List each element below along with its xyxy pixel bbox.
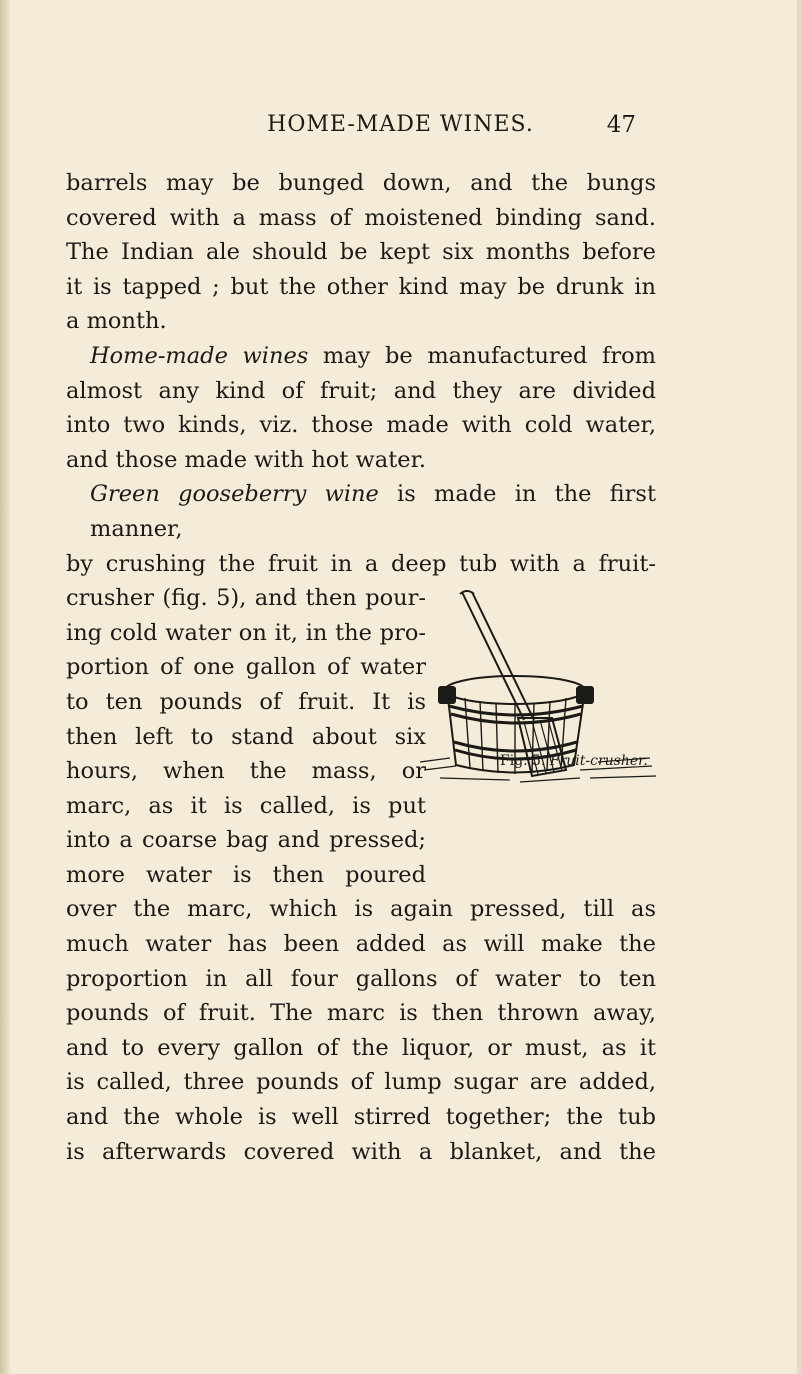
wrap-line: ing cold water on it, in the pro- xyxy=(66,619,426,646)
text-line: almost any kind of fruit; and they are divided xyxy=(66,377,656,404)
figure-title: Fruit-crusher. xyxy=(549,753,648,769)
wrap-line: to ten pounds of fruit. It is xyxy=(66,688,426,715)
emphasis-home-made-wines: Home-made wines xyxy=(90,342,309,369)
text-line: covered with a mass of moistened binding sand. xyxy=(66,204,656,231)
wrap-line: hours, when the mass, or xyxy=(66,758,426,785)
text-line: is called, three pounds of lump sugar are added, xyxy=(66,1069,656,1096)
text-line: pounds of fruit. The marc is then thrown away, xyxy=(66,1000,656,1027)
text-line: and the whole is well stirred together; the tub xyxy=(66,1104,656,1131)
text-line: a month. xyxy=(66,308,167,335)
page-binding-edge xyxy=(0,0,10,1374)
text-fragment: may be manufactured from xyxy=(308,342,656,369)
text-line: and to every gallon of the liquor, or must, as it xyxy=(66,1034,656,1061)
figure-label: Fig. 5. xyxy=(500,753,546,769)
figure-caption xyxy=(500,753,648,769)
text-line: and those made with hot water. xyxy=(66,446,427,473)
text-line: barrels may be bunged down, and the bungs xyxy=(66,170,656,196)
page-right-edge xyxy=(797,0,801,1374)
text-line: is afterwards covered with a blanket, and the xyxy=(66,1138,656,1165)
text-line: it is tapped ; but the other kind may be drunk in xyxy=(66,273,656,300)
paragraph-home-made-wines xyxy=(66,339,656,374)
text-line: by crushing the fruit in a deep tub with a fruit- xyxy=(66,550,656,577)
running-title: HOME-MADE WINES. xyxy=(267,112,534,137)
wrap-line: crusher (fig. 5), and then pour- xyxy=(66,585,426,612)
text-line: much water has been added as will make the xyxy=(66,931,656,958)
wrap-line: more water is then poured xyxy=(66,861,426,888)
page-number: 47 xyxy=(606,112,636,138)
wrap-line: then left to stand about six xyxy=(66,723,426,750)
text-line: into two kinds, viz. those made with cold water, xyxy=(66,412,656,439)
text-line: The Indian ale should be kept six months before xyxy=(66,239,656,266)
text-line: proportion in all four gallons of water to ten xyxy=(66,965,656,992)
wrap-line: portion of one gallon of water xyxy=(66,654,426,681)
wrap-line: into a coarse bag and pressed; xyxy=(66,827,426,854)
emphasis-green-gooseberry-wine: Green gooseberry wine xyxy=(90,481,379,508)
paragraph-green-gooseberry-wine xyxy=(66,477,656,546)
running-head xyxy=(0,112,801,142)
text-line: over the marc, which is again pressed, till as xyxy=(66,896,656,923)
text-fragment: is made in the first manner, xyxy=(90,481,657,542)
wrap-line: marc, as it is called, is put xyxy=(66,792,426,819)
